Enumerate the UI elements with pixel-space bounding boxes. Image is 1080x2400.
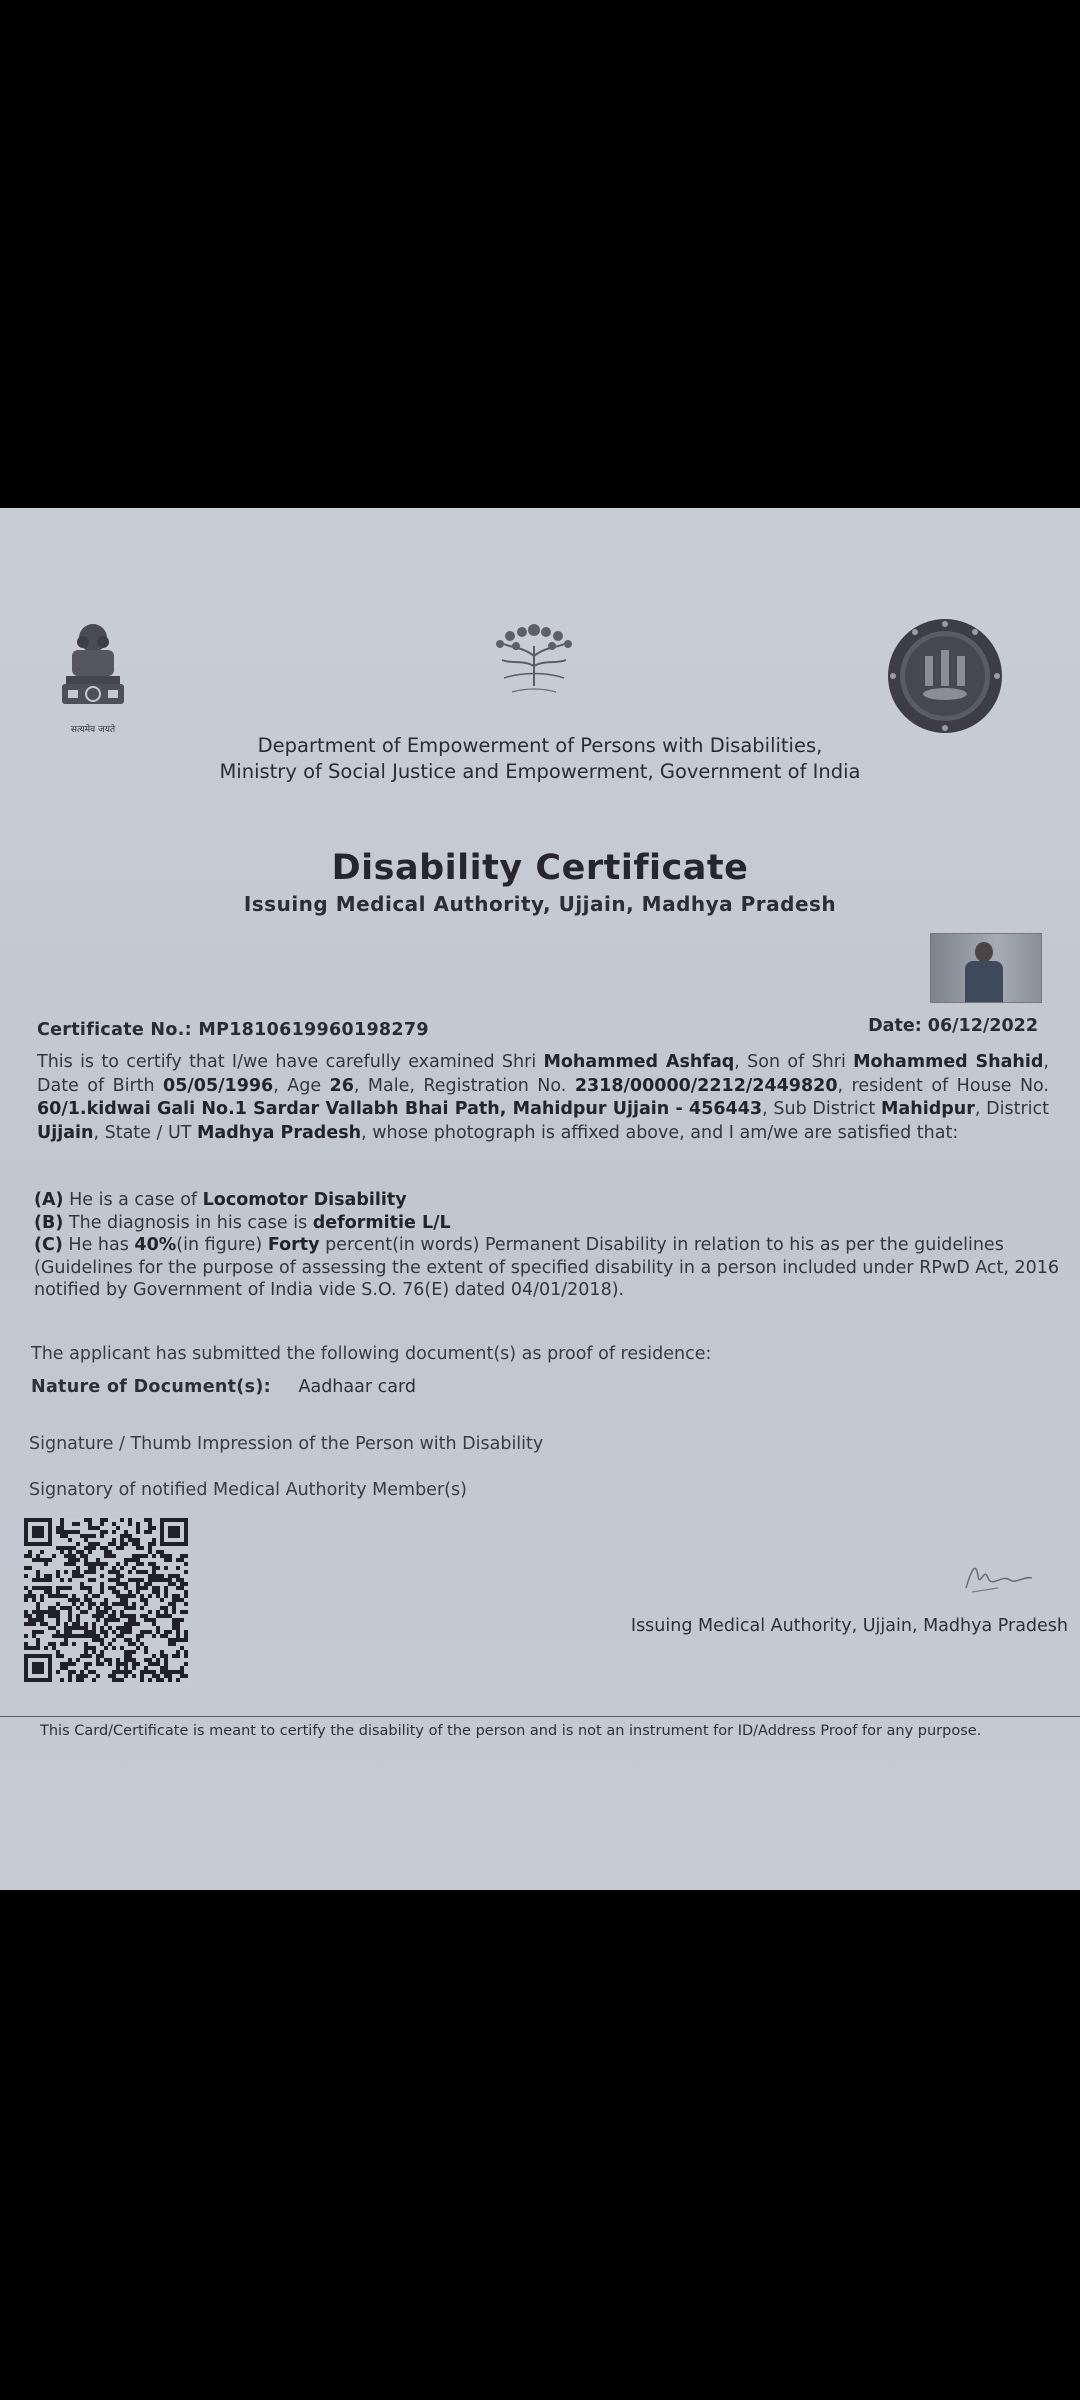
district: Ujjain [37,1122,94,1143]
qr-code [24,1518,188,1682]
disability-type: Locomotor Disability [202,1190,407,1210]
clause-c-guidelines: (Guidelines for the purpose of assessing the extent of specified disability in a person included under RPwD Act, 2016 [34,1257,1060,1278]
age: 26 [329,1075,354,1096]
lion-capital-icon [56,620,130,716]
certificate-title: Disability Certificate [331,848,749,888]
state: Madhya Pradesh [197,1122,362,1143]
diagnosis: deformitie L/L [312,1212,451,1233]
applicant-signature-label: Signature / Thumb Impression of the Person with Disability [29,1434,544,1454]
document-nature [31,1377,416,1397]
certificate-document [0,508,1080,1890]
father-name: Mohammed Shahid [853,1052,1044,1072]
department-line-2: Ministry of Social Justice and Empowerment, Government of India [219,760,861,783]
tree-emblem-icon [482,616,586,706]
document-nature-value: Aadhaar card [298,1377,416,1397]
date-of-birth: 05/05/1996 [163,1075,274,1096]
clause-c-notification: notified by Government of India vide S.O. 76(E) dated 04/01/2018). [34,1280,625,1300]
date-label: Date: [868,1016,922,1036]
clause-c: (C) He has 40%(in figure) Forty percent(in words) Permanent Disability in relation to his as per the guidelines [34,1235,1004,1255]
date-value: 06/12/2022 [927,1016,1038,1036]
footer-divider [0,1716,1080,1717]
disability-percent: 40% [134,1235,177,1255]
clause-b: (B) The diagnosis in his case is deformitie L/L [34,1212,451,1233]
residence-proof-text: The applicant has submitted the following document(s) as proof of residence: [31,1344,712,1364]
national-emblem-logo [56,620,130,735]
signature-scribble-icon [958,1558,1038,1598]
state-seal-logo [885,616,1005,736]
qr-code-icon [24,1518,188,1682]
disability-percent-words: Forty [267,1235,320,1255]
department-heading [0,733,1080,785]
applicant-name: Mohammed Ashfaq [543,1052,735,1072]
clause-a: (A) He is a case of Locomotor Disability [34,1190,407,1210]
accessible-india-logo [482,616,586,706]
house-address: 60/1.kidwai Gali No.1 Sardar Vallabh Bhai Path, Mahidpur Ujjain - 456443 [37,1099,763,1119]
certificate-date [868,1016,1038,1036]
document-nature-label: Nature of Document(s): [31,1377,271,1397]
registration-number: 2318/00000/2212/2449820 [574,1075,838,1096]
applicant-photo [930,933,1042,1003]
certificate-subtitle: Issuing Medical Authority, Ujjain, Madhya Pradesh [243,892,837,916]
emblem-caption: सत्यमेव जयते [70,725,116,735]
footer-disclaimer: This Card/Certificate is meant to certify the disability of the person and is not an instrument for ID/Address Proof for any purpose. [40,1723,982,1739]
seal-icon [885,616,1005,736]
certificate-number-value: MP1810619960198279 [198,1020,429,1040]
signatory-label: Signatory of notified Medical Authority Member(s) [29,1480,467,1500]
authority-signature [958,1558,1038,1598]
certificate-number [37,1020,429,1040]
certificate-number-label: Certificate No.: [37,1020,192,1040]
department-line-1: Department of Empowerment of Persons with Disabilities, [257,734,823,757]
sub-district: Mahidpur [881,1099,975,1119]
certification-paragraph: This is to certify that I/we have carefully examined Shri Mohammed Ashfaq, Son of Shri Mohammed Shahid, Date of Birth 05/05/1996, Age 26, Male, Registration No. 2318/00000/2212/2449820, resident of House No. 60/1.kidwai Gali No.1 Sardar Vallabh Bhai Path, Mahidpur Ujjain - 456443, Sub District Mahidpur, District Ujjain, State / UT Madhya Pradesh, whose photograph is affixed above, and I am/we are satisfied that: [37,1052,1049,1143]
disability-clauses [34,1189,1060,1302]
issuing-authority: Issuing Medical Authority, Ujjain, Madhya Pradesh [630,1616,1068,1636]
